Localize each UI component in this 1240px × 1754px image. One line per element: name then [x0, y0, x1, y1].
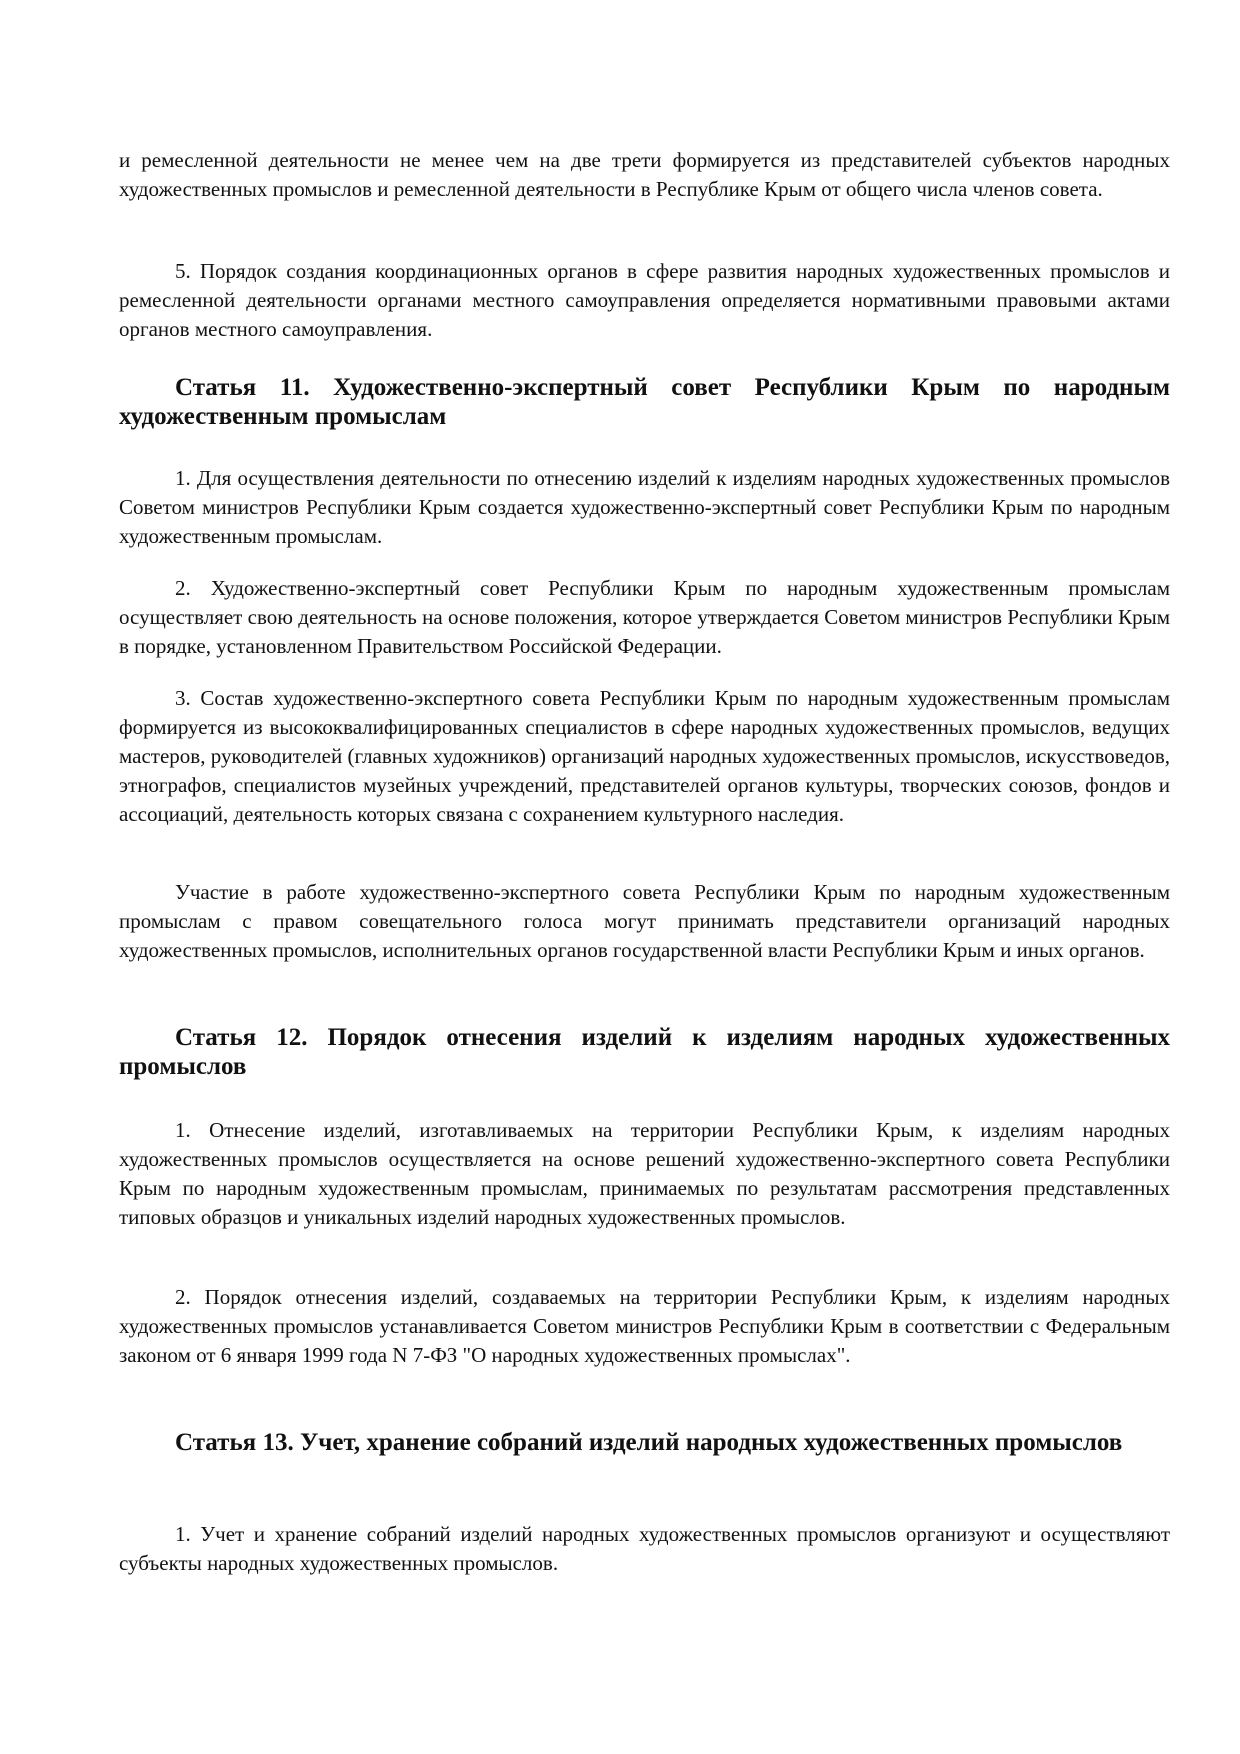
paragraph-12-2: 2. Порядок отнесения изделий, создаваемых на территории Республики Крым, к изделиям народных художественных промыслов устанавливается Советом министров Республики Крым в соответствии с Федеральным законом от 6 января 1999 года N 7-ФЗ "О народных художественных промыслах". — [119, 1285, 1170, 1367]
article-11-heading: Статья 11. Художественно-экспертный совет Республики Крым по народным художественным промыслам — [119, 374, 1170, 430]
article-13-heading: Статья 13. Учет, хранение собраний изделий народных художественных промыслов — [175, 1429, 1123, 1456]
paragraph-13-1: 1. Учет и хранение собраний изделий народных художественных промыслов организуют и осуществляют субъекты народных художественных промыслов. — [119, 1522, 1170, 1575]
paragraph-11-2: 2. Художественно-экспертный совет Республики Крым по народным художественным промыслам осуществляет свою деятельность на основе положения, которое утверждается Советом министров Республики Крым в порядке, установленном Правительством Российской Федерации. — [119, 576, 1170, 658]
paragraph-continuation: и ремесленной деятельности не менее чем на две трети формируется из представителей субъектов народных художественных промыслов и ремесленной деятельности в Республике Крым от общего числа членов совета. — [119, 148, 1170, 201]
paragraph-11-3: 3. Состав художественно-экспертного совета Республики Крым по народным художественным промыслам формируется из высококвалифицированных специалистов в сфере народных художественных промыслов, ведущих мастеров, руководителей (главных художников) организаций народных художественных промыслов, искусствоведов, этнографов, специалистов музейных учреждений, представителей органов культуры, творческих союзов, фондов и ассоциаций, деятельность которых связана с сохранением культурного наследия. — [119, 686, 1170, 826]
paragraph-12-1: 1. Отнесение изделий, изготавливаемых на территории Республики Крым, к изделиям народных художественных промыслов осуществляется на основе решений художественно-экспертного совета Республики Крым по народным художественным промыслам, принимаемых по результатам рассмотрения представленных типовых образцов и уникальных изделий народных художественных промыслов. — [119, 1118, 1170, 1229]
paragraph-10-5: 5. Порядок создания координационных органов в сфере развития народных художественных промыслов и ремесленной деятельности органами местного самоуправления определяется нормативными правовыми актами органов местного самоуправления. — [119, 259, 1170, 341]
paragraph-11-3-participation: Участие в работе художественно-экспертного совета Республики Крым по народным художественным промыслам с правом совещательного голоса могут принимать представители организаций народных художественных промыслов, исполнительных органов государственной власти Республики Крым и иных органов. — [119, 880, 1170, 962]
paragraph-11-1: 1. Для осуществления деятельности по отнесению изделий к изделиям народных художественных промыслов Советом министров Республики Крым создается художественно-экспертный совет Республики Крым по народным художественным промыслам. — [119, 466, 1170, 548]
article-12-heading: Статья 12. Порядок отнесения изделий к изделиям народных художественных промыслов — [119, 1024, 1170, 1080]
